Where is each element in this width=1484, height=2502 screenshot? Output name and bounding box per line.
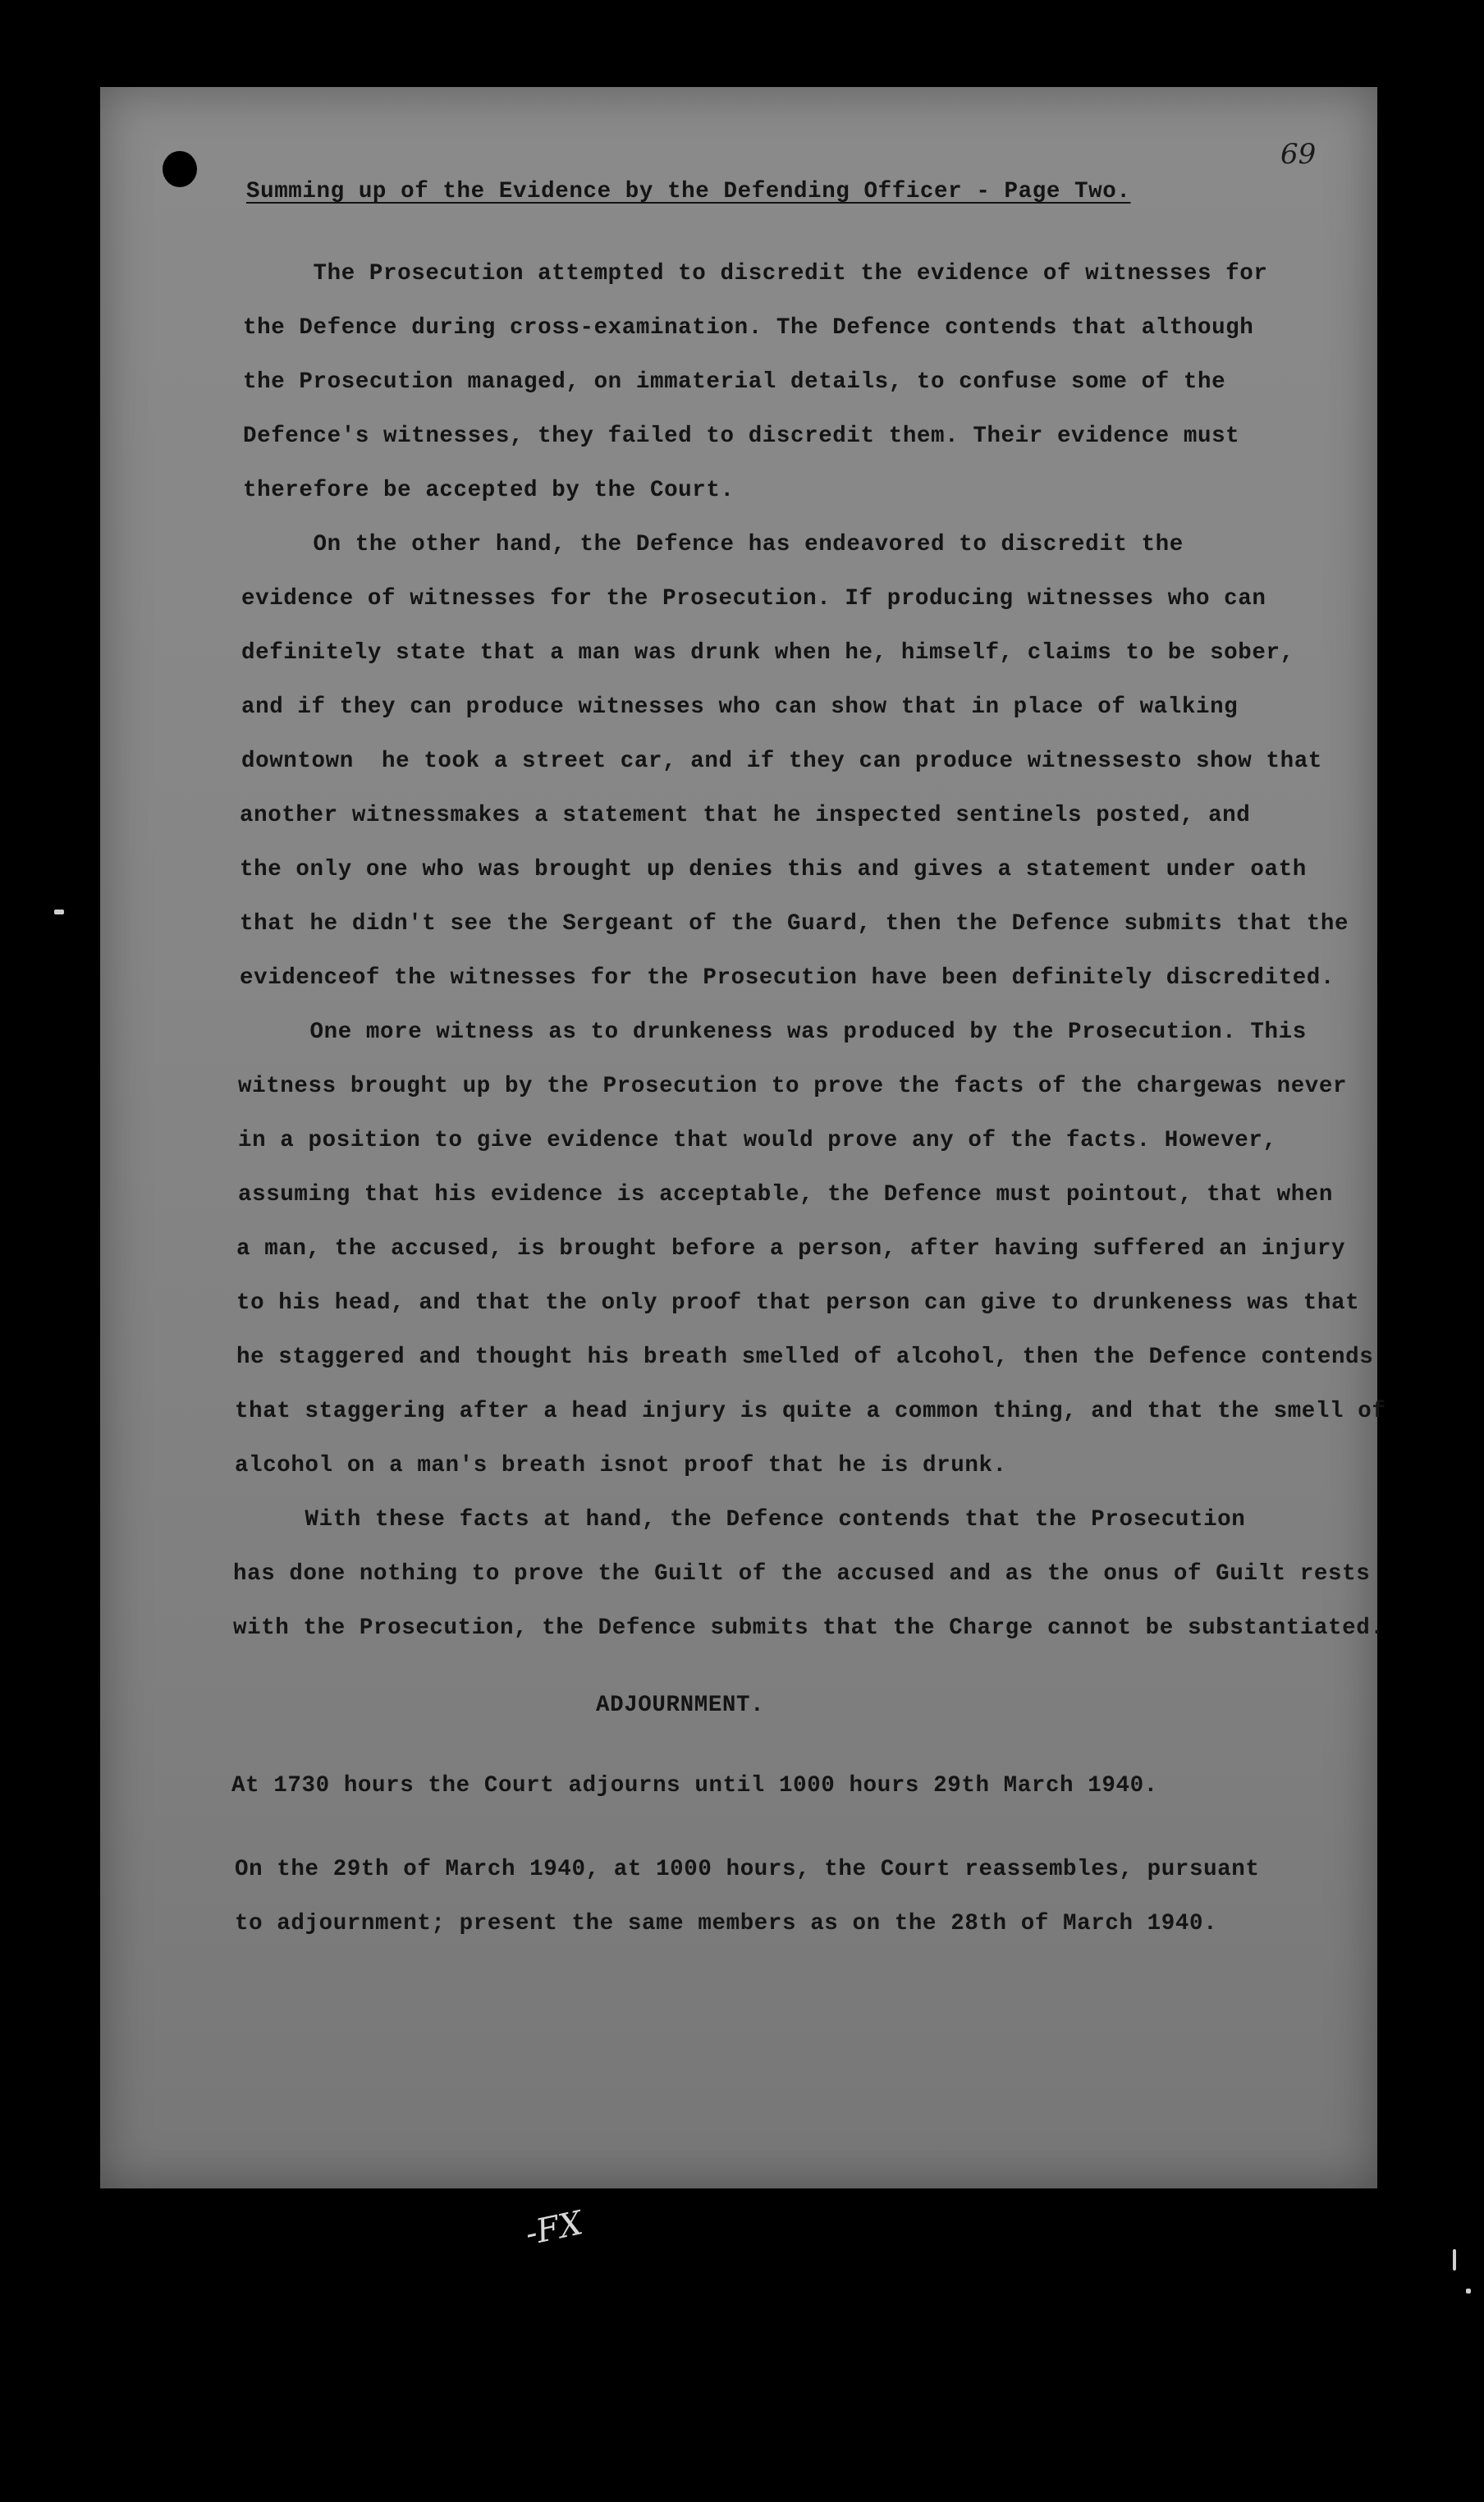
body-line: he staggered and thought his breath smelled of alcohol, then the Defence contends (236, 1345, 1374, 1370)
body-line: another witnessmakes a statement that he inspected sentinels posted, and (240, 803, 1251, 828)
document-heading: Summing up of the Evidence by the Defending Officer - Page Two. (246, 179, 1131, 204)
body-line: definitely state that a man was drunk when he, himself, claims to be sober, (241, 640, 1294, 666)
body-line: the Defence during cross-examination. The Defence contends that although (243, 315, 1254, 341)
punch-hole-mark (163, 151, 197, 187)
body-line: to adjournment; present the same members as on the 28th of March 1940. (235, 1911, 1218, 1936)
body-line: that staggering after a head injury is quite a common thing, and that the smell of (235, 1399, 1386, 1424)
body-line: At 1730 hours the Court adjourns until 1000 hours 29th March 1940. (231, 1773, 1158, 1799)
body-line: witness brought up by the Prosecution to prove the facts of the chargewas never (238, 1074, 1348, 1099)
body-line: to his head, and that the only proof that person can give to drunkeness was that (236, 1290, 1360, 1316)
body-line: On the 29th of March 1940, at 1000 hours, the Court reassembles, pursuant (235, 1857, 1260, 1882)
body-line: therefore be accepted by the Court. (243, 478, 735, 503)
body-line: assuming that his evidence is acceptable, the Defence must pointout, that when (238, 1182, 1334, 1207)
body-line: On the other hand, the Defence has endeavored to discredit the (243, 532, 1184, 557)
body-line: evidenceof the witnesses for the Prosecution have been definitely discredited. (240, 965, 1335, 991)
scan-speck (54, 910, 64, 914)
adjournment-heading: ADJOURNMENT. (596, 1693, 765, 1718)
body-line: the only one who was brought up denies this and gives a statement under oath (240, 857, 1307, 882)
body-line: alcohol on a man's breath isnot proof that he is drunk. (235, 1453, 1007, 1478)
body-line: The Prosecution attempted to discredit the evidence of witnesses for (243, 261, 1268, 286)
body-line: and if they can produce witnesses who can show that in place of walking (241, 694, 1239, 720)
body-line: With these facts at hand, the Defence contends that the Prosecution (235, 1507, 1246, 1533)
body-line: One more witness as to drunkeness was produced by the Prosecution. This (240, 1020, 1307, 1045)
scan-speck (1466, 2289, 1471, 2294)
page-number: 69 (1280, 138, 1317, 171)
body-line: downtown he took a street car, and if they can produce witnessesto show that (241, 749, 1322, 774)
scan-speck (1453, 2249, 1456, 2271)
handwritten-mark: -FX (521, 2204, 586, 2253)
body-line: in a position to give evidence that would prove any of the facts. However, (238, 1128, 1277, 1153)
body-line: that he didn't see the Sergeant of the Guard, then the Defence submits that the (240, 911, 1349, 937)
body-line: a man, the accused, is brought before a person, after having suffered an injury (236, 1236, 1346, 1262)
body-line: evidence of witnesses for the Prosecution. If producing witnesses who can (241, 586, 1266, 612)
body-line: has done nothing to prove the Guilt of the accused and as the onus of Guilt rests (233, 1561, 1371, 1587)
body-line: the Prosecution managed, on immaterial details, to confuse some of the (243, 369, 1226, 395)
body-line: Defence's witnesses, they failed to discredit them. Their evidence must (243, 424, 1240, 449)
body-line: with the Prosecution, the Defence submits that the Charge cannot be substantiated. (233, 1615, 1385, 1641)
